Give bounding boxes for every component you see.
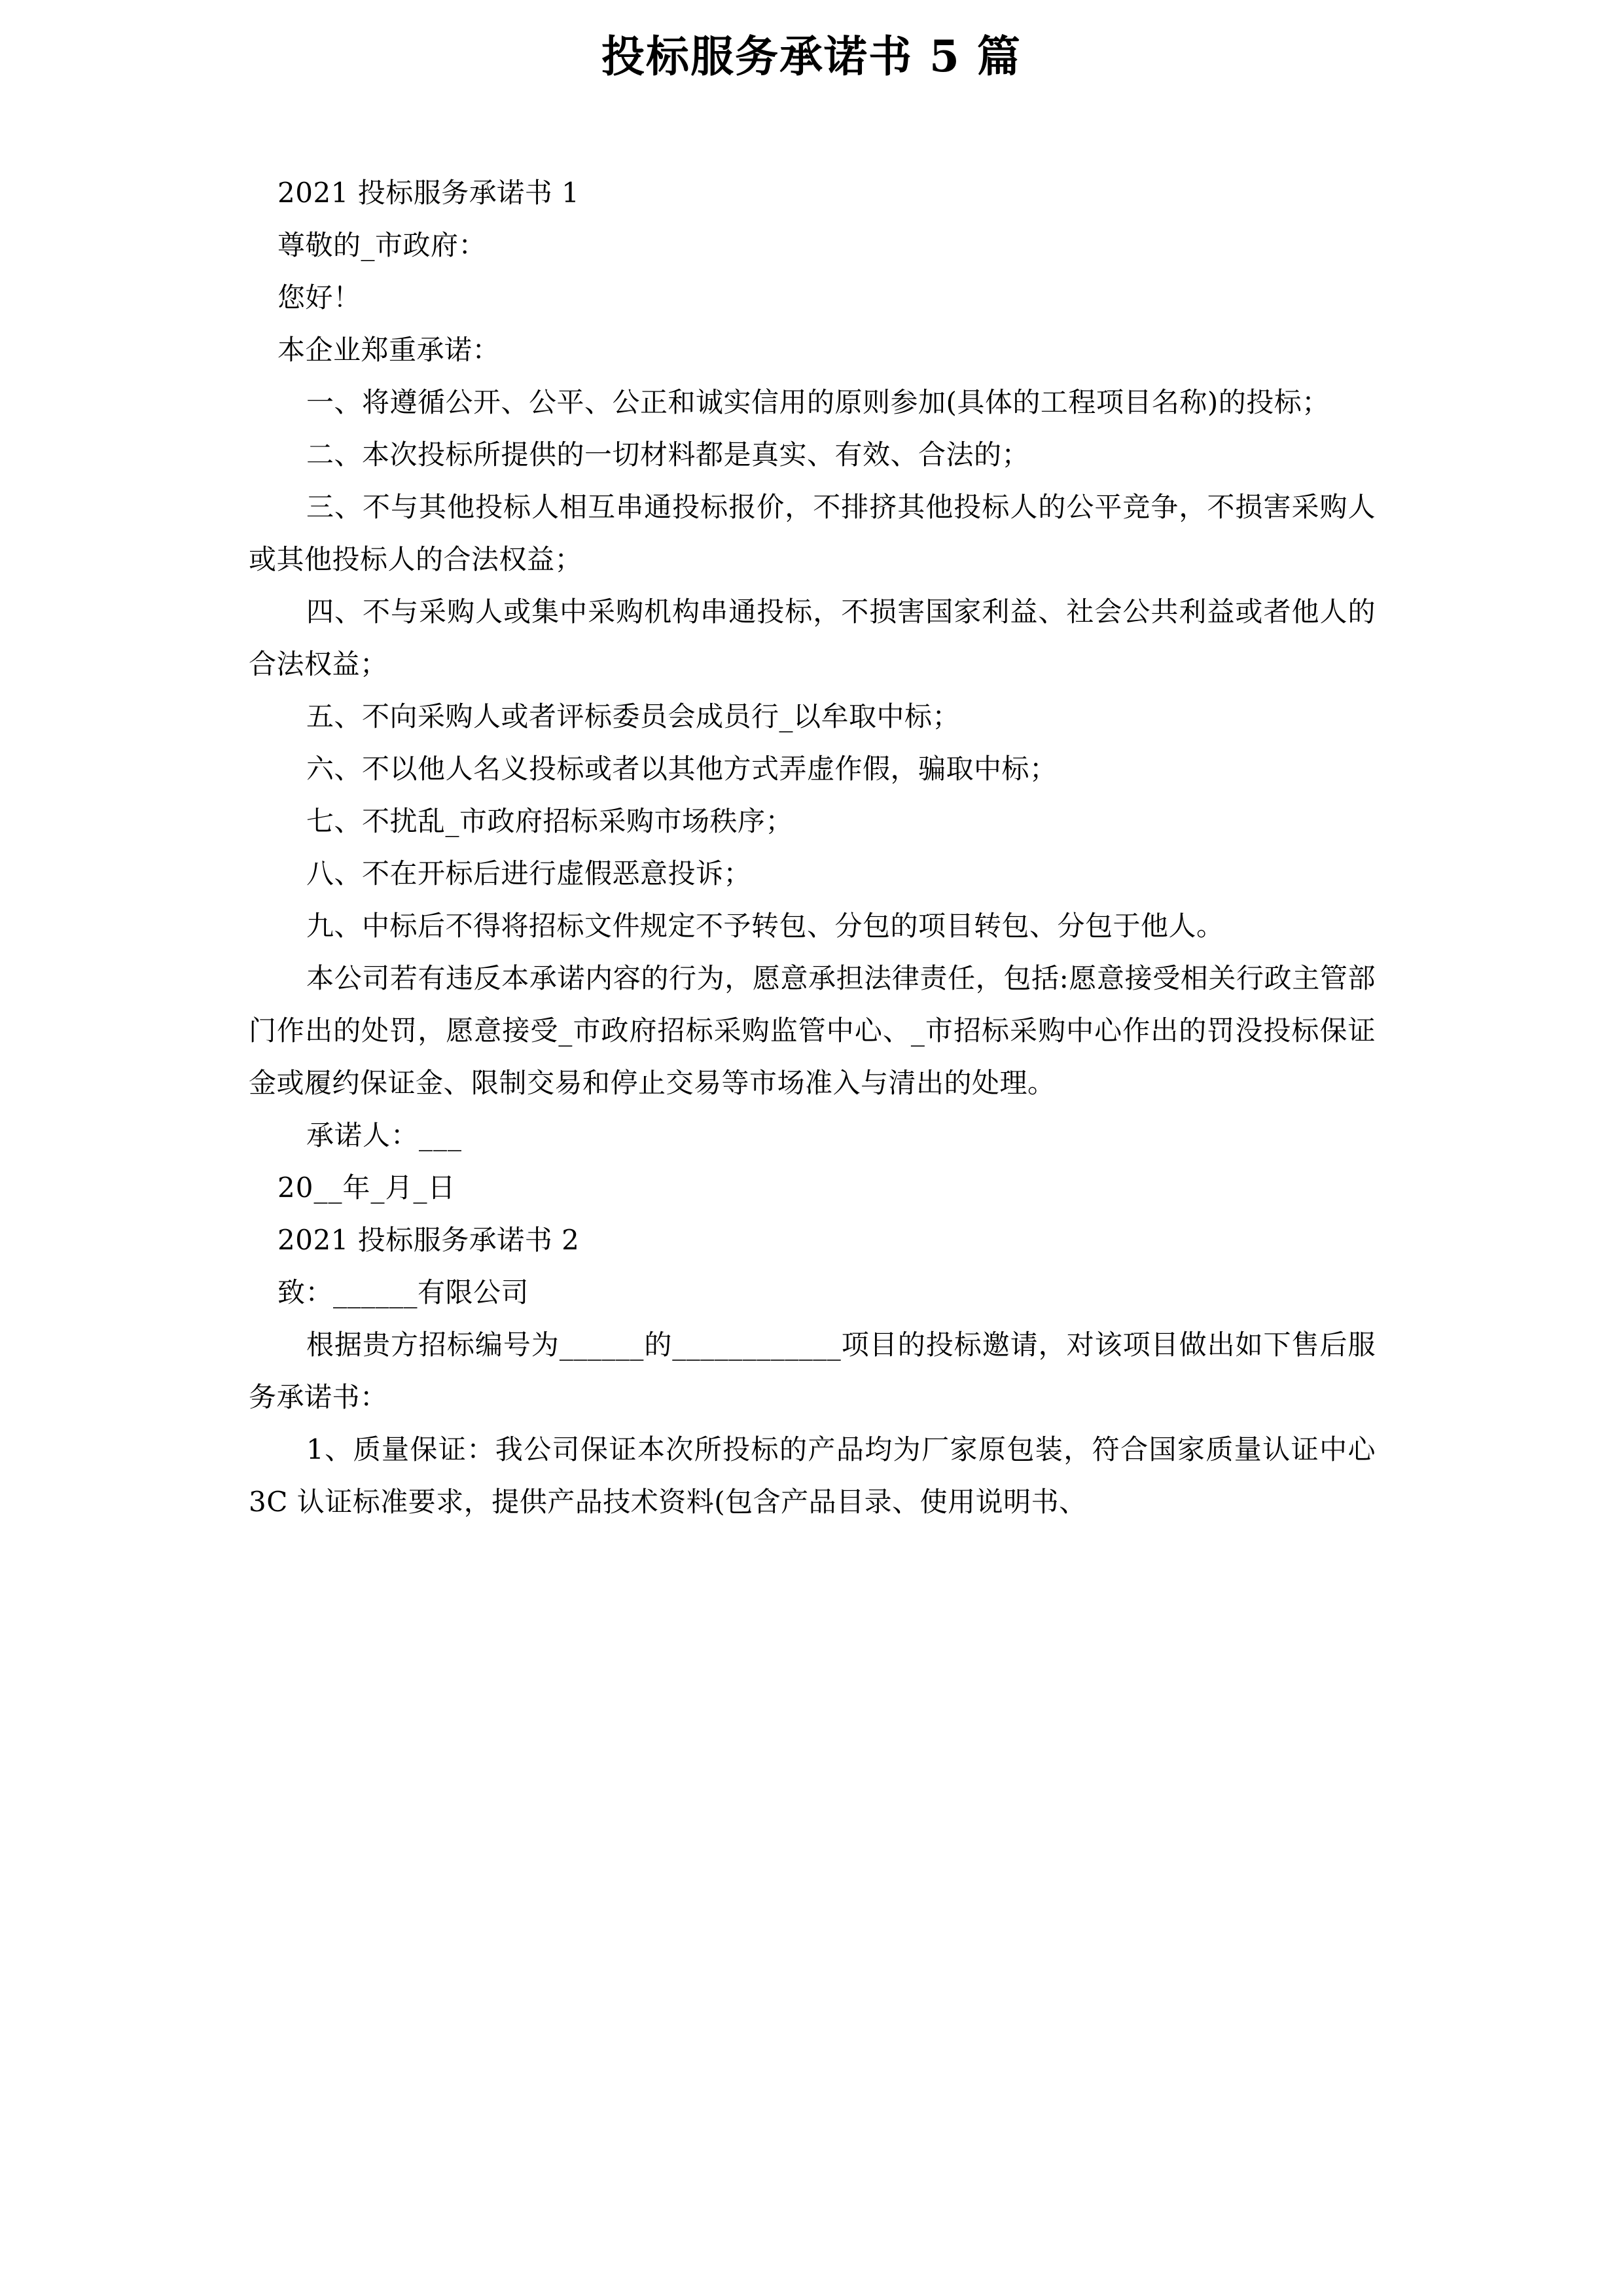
commitment-item: 一、将遵循公开、公平、公正和诚实信用的原则参加(具体的工程项目名称)的投标； (306, 386, 1330, 418)
document-body (249, 167, 1376, 1528)
section-2-addressee: 致：______有限公司 (277, 1276, 529, 1308)
section-1-heading: 2021 投标服务承诺书 1 (277, 177, 580, 209)
section-2-intro-paragraph: 根据贵方招标编号为______的____________项目的投标邀请，对该项目做出如下售后服务承诺书： (249, 1329, 1376, 1413)
commitment-item: 三、不与其他投标人相互串通投标报价，不排挤其他投标人的公平竞争，不损害采购人或其他投标人的合法权益； (249, 491, 1376, 575)
commitment-item: 五、不向采购人或者评标委员会成员行_以牟取中标； (306, 700, 961, 732)
section-1-salutation: 尊敬的_市政府： (277, 229, 487, 261)
section-1-lead-in: 本企业郑重承诺： (277, 334, 501, 366)
commitment-item: 四、不与采购人或集中采购机构串通投标，不损害国家利益、社会公共利益或者他人的合法权益； (249, 596, 1376, 680)
section-1-closing-paragraph: 本公司若有违反本承诺内容的行为，愿意承担法律责任，包括:愿意接受相关行政主管部门作出的处罚，愿意接受_市政府招标采购监管中心、_市招标采购中心作出的罚没投标保证金或履约保证金、限制交易和停止交易等市场准入与清出的处理。 (249, 962, 1376, 1099)
date-line: 20__年_月_日 (277, 1172, 456, 1204)
commitment-item: 七、不扰乱_市政府招标采购市场秩序； (306, 805, 794, 837)
commitment-item: 八、不在开标后进行虚假恶意投诉； (306, 857, 752, 889)
commitment-item: 六、不以他人名义投标或者以其他方式弄虚作假，骗取中标； (306, 753, 1058, 785)
section-1-greeting: 您好！ (277, 281, 361, 314)
signatory-line: 承诺人：___ (306, 1119, 463, 1151)
commitment-item: 二、本次投标所提供的一切材料都是真实、有效、合法的； (306, 439, 1030, 471)
section-2-heading: 2021 投标服务承诺书 2 (277, 1224, 580, 1256)
page-title: 投标服务承诺书 5 篇 (601, 31, 1022, 82)
commitment-item: 九、中标后不得将招标文件规定不予转包、分包的项目转包、分包于他人。 (306, 910, 1224, 942)
service-item: 1、质量保证：我公司保证本次所投标的产品均为厂家原包装，符合国家质量认证中心 3C 认证标准要求，提供产品技术资料(包含产品目录、使用说明书、 (249, 1433, 1376, 1518)
